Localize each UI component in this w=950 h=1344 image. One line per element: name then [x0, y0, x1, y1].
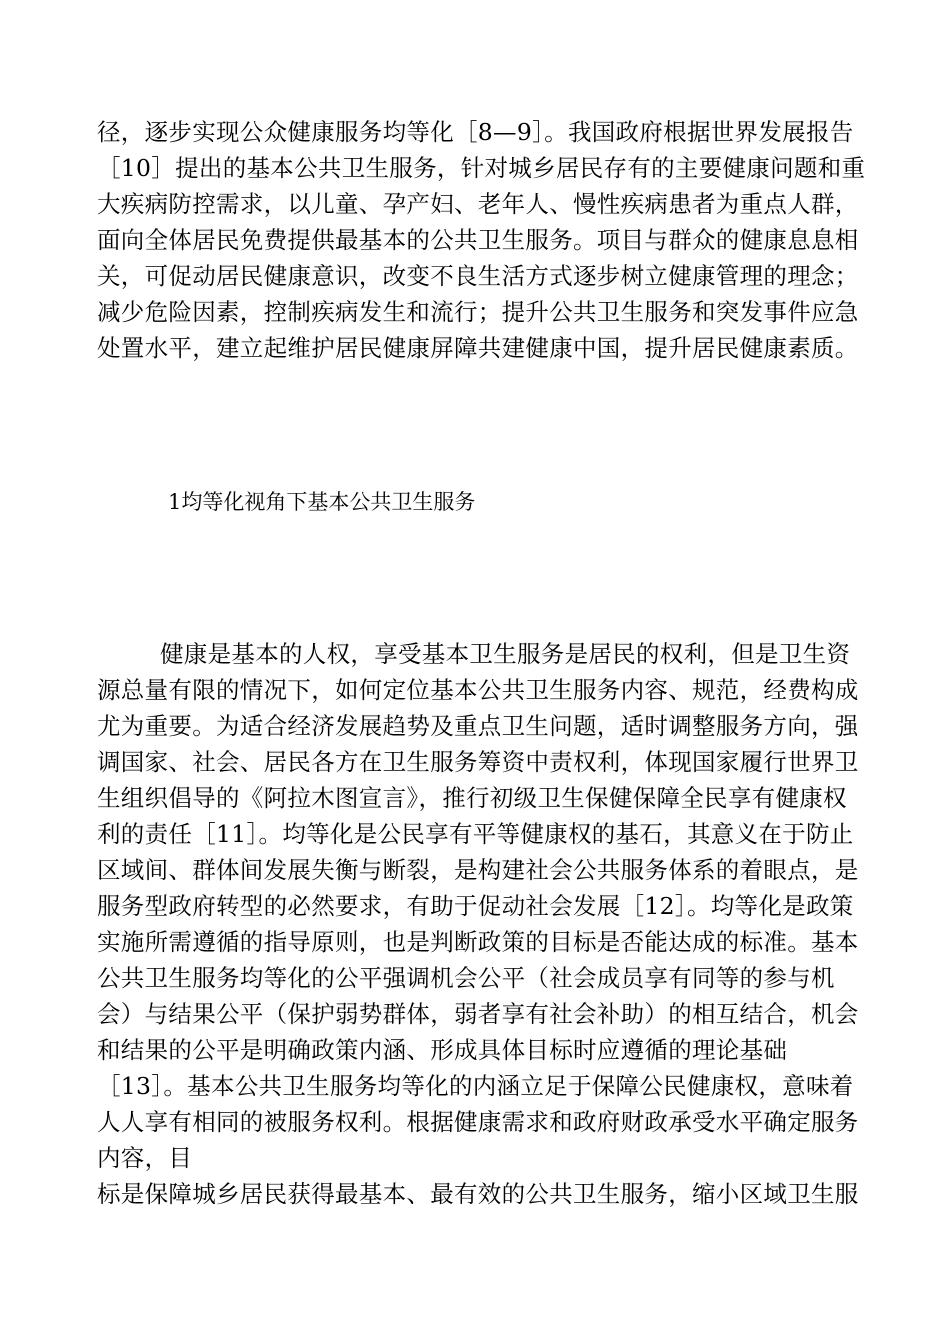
text-line: 径，逐步实现公众健康服务均等化［8—9］。我国政府根据世界发展报告: [97, 118, 854, 146]
text-line: 内容，目: [97, 1144, 193, 1172]
text-line: 处置水平，建立起维护居民健康屏障共建健康中国，提升居民健康素质。: [97, 334, 859, 362]
text-line: 和结果的公平是明确政策内涵、形成具体目标时应遵循的理论基础: [97, 1036, 788, 1064]
text-line: 关，可促动居民健康意识，改变不良生活方式逐步树立健康管理的理念；: [97, 262, 859, 290]
text-line: 尤为重要。为适合经济发展趋势及重点卫生问题，适时调整服务方向，强: [97, 712, 859, 740]
text-line: 调国家、社会、居民各方在卫生服务筹资中责权利，体现国家履行世界卫: [97, 748, 859, 776]
text-line: 区域间、群体间发展失衡与断裂，是构建社会公共服务体系的着眼点，是: [97, 856, 859, 884]
text-line: 健康是基本的人权，享受基本卫生服务是居民的权利，但是卫生资: [160, 640, 851, 668]
text-line: 减少危险因素，控制疾病发生和流行；提升公共卫生服务和突发事件应急: [97, 298, 859, 326]
text-line: 大疾病防控需求，以儿童、孕产妇、老年人、慢性疾病患者为重点人群，: [97, 190, 859, 218]
text-line: 会）与结果公平（保护弱势群体，弱者享有社会补助）的相互结合，机会: [97, 1000, 859, 1028]
text-line: 公共卫生服务均等化的公平强调机会公平（社会成员享有同等的参与机: [97, 964, 835, 992]
text-line: 生组织倡导的《阿拉木图宣言》，推行初级卫生保健保障全民享有健康权: [97, 784, 847, 812]
text-line: ［10］提出的基本公共卫生服务，针对城乡居民存有的主要健康问题和重: [97, 154, 866, 182]
section-heading: 1均等化视角下基本公共卫生服务: [168, 490, 476, 514]
text-line: 人人享有相同的被服务权利。根据健康需求和政府财政承受水平确定服务: [97, 1108, 859, 1136]
text-line: 源总量有限的情况下，如何定位基本公共卫生服务内容、规范，经费构成: [97, 676, 859, 704]
text-line: 标是保障城乡居民获得最基本、最有效的公共卫生服务，缩小区域卫生服: [97, 1180, 859, 1208]
text-line: 实施所需遵循的指导原则，也是判断政策的目标是否能达成的标准。基本: [97, 928, 859, 956]
text-line: 利的责任［11］。均等化是公民享有平等健康权的基石，其意义在于防止: [97, 820, 854, 848]
text-line: ［13］。基本公共卫生服务均等化的内涵立足于保障公民健康权，意味着: [97, 1072, 854, 1100]
text-line: 面向全体居民免费提供最基本的公共卫生服务。项目与群众的健康息息相: [97, 226, 859, 254]
text-line: 服务型政府转型的必然要求，有助于促动社会发展［12］。均等化是政策: [97, 892, 854, 920]
